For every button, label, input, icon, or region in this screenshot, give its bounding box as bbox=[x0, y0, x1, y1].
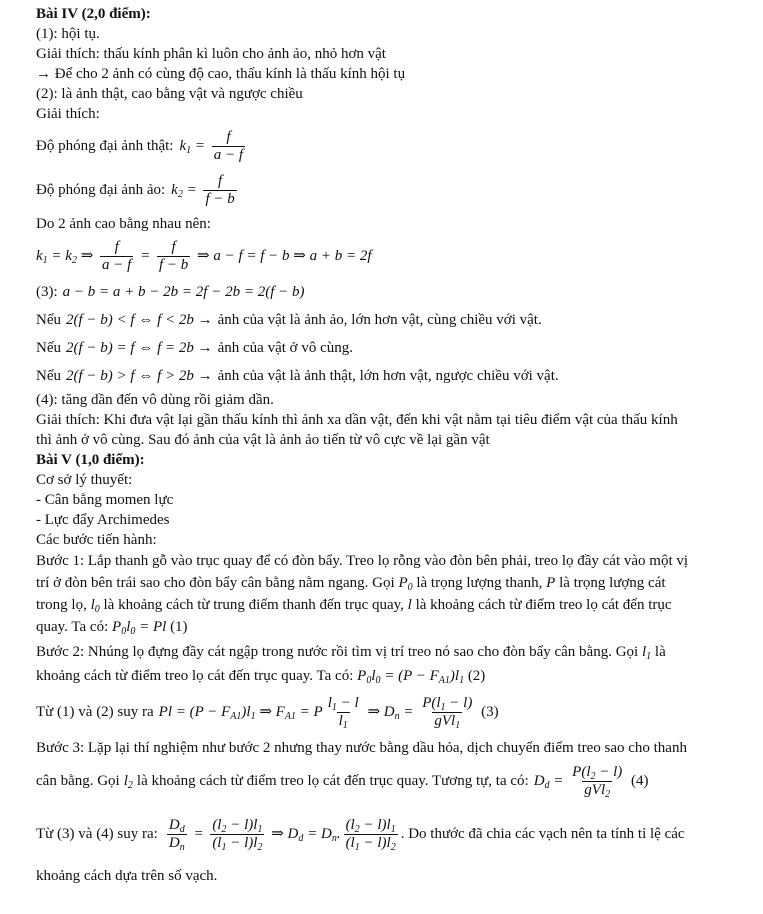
equation-1: $P_0l_0 = Pl$ (1) bbox=[112, 619, 188, 637]
equal-height-label: Do 2 ảnh cao bằng nhau nên: bbox=[36, 216, 211, 232]
symbol-P0: $P_0$ bbox=[398, 575, 413, 593]
case-1-formula: 2(f − b) < f ⇔ f < 2b → bbox=[66, 312, 213, 328]
bai4-answer-4: (4): tăng dần đến vô dùng rồi giảm dần. bbox=[36, 392, 274, 408]
equation-4: $D_d$ = $\frac{P(l_2 - l)}{gVl_2}$ (4) bbox=[533, 763, 649, 800]
derive-ratio-row bbox=[36, 808, 726, 860]
answer-document bbox=[36, 4, 726, 886]
bai5-theory-label: Cơ sở lý thuyết: bbox=[36, 472, 133, 488]
derive-ratio-label: Từ (3) và (4) suy ra: bbox=[36, 826, 158, 842]
case-3-text: ảnh của vật là ảnh thật, lớn hơn vật, ngược chiều với vật. bbox=[217, 368, 559, 384]
bai4-explain-2-label: Giải thích: bbox=[36, 106, 100, 122]
bai5-theory-item-2: - Lực đẩy Archimedes bbox=[36, 512, 170, 528]
formula-k1: $k_1$ = $\frac{f}{a - f}$ bbox=[179, 128, 244, 163]
step3-text-a: cân bằng. Gọi bbox=[36, 773, 120, 789]
step2-text-b: là bbox=[654, 644, 666, 660]
step1-line2 bbox=[36, 572, 726, 594]
k1-label: Độ phóng đại ảnh thật: bbox=[36, 138, 174, 154]
step1-text-e: là khoảng cách từ trung điểm thanh đến trục quay, bbox=[103, 597, 404, 613]
formula-k2: $k_2$ = $\frac{f}{f - b}$ bbox=[171, 172, 235, 207]
step1-line3 bbox=[36, 594, 726, 616]
symbol-P: P bbox=[546, 575, 556, 591]
step1-text-d: trong lọ, bbox=[36, 597, 87, 613]
case-2-formula: 2(f − b) = f ⇔ f = 2b → bbox=[66, 340, 213, 356]
equation-3: $Pl = (P - F_{A1})l_1$ ⇒ $F_{A1} = P$ $\frac{l_1 - l}{l_1}$ ⇒ $D_n$ = $\frac{P(l_1 - l)}{gVl_1}$ (3) bbox=[158, 694, 499, 731]
symbol-l1: $l_1$ bbox=[641, 644, 652, 662]
step1-text-g: quay. Ta có: bbox=[36, 619, 109, 635]
formula-a-minus-b: a − b = a + b − 2b = 2f − 2b = 2(f − b) bbox=[62, 284, 305, 300]
bai4-answer-1: (1): hội tụ. bbox=[36, 26, 100, 42]
bai4-heading: Bài IV (2,0 điểm): bbox=[36, 6, 151, 22]
case-3-formula: 2(f − b) > f ⇔ f > 2b → bbox=[66, 368, 213, 384]
derive-3-label: Từ (1) và (2) suy ra bbox=[36, 704, 154, 720]
step1-line1: Bước 1: Lắp thanh gỗ vào trục quay để có đòn bẩy. Treo lọ rỗng vào đòn bên phải, treo lọ đầy cát vào một vị bbox=[36, 553, 689, 569]
derive-ratio-tail: . Do thước đã chia các vạch nên ta tính tỉ lệ các bbox=[400, 826, 685, 842]
step2-text-c: khoảng cách từ điểm treo lọ cát đến trục quay. Ta có: bbox=[36, 668, 354, 684]
derive-3-row bbox=[36, 688, 726, 736]
step2-text-a: Bước 2: Nhúng lọ đựng đầy cát ngập trong nước rồi tìm vị trí treo nó sao cho đòn bẩy cân bằng. Gọi bbox=[36, 644, 639, 660]
symbol-l2: $l_2$ bbox=[123, 773, 133, 791]
symbol-l: l bbox=[407, 597, 412, 613]
formula-k1-row bbox=[36, 124, 726, 168]
equation-2: $P_0l_0 = (P - F_{A1})l_1$ (2) bbox=[357, 668, 486, 686]
bai5-theory-item-1: - Cân bằng momen lực bbox=[36, 492, 174, 508]
part3-row bbox=[36, 278, 726, 306]
bai4-explain-4-line2: thì ảnh ở vô cùng. Sau đó ảnh của vật là ảnh ảo tiến từ vô cực về lại gần vật bbox=[36, 432, 490, 448]
bai5-heading: Bài V (1,0 điểm): bbox=[36, 452, 145, 468]
step3-line2 bbox=[36, 760, 726, 802]
step3-text-b: là khoảng cách từ điểm treo lọ cát đến trục quay. Tương tự, ta có: bbox=[136, 773, 529, 789]
symbol-l0: $l_0$ bbox=[90, 597, 100, 615]
case-1-row bbox=[36, 306, 726, 334]
step1-text-f: là khoảng cách từ điểm treo lọ cát đến trục bbox=[415, 597, 672, 613]
bai4-conclusion-1: → Để cho 2 ảnh có cùng độ cao, thấu kính là thấu kính hội tụ bbox=[36, 66, 406, 82]
step3-line1: Bước 3: Lặp lại thí nghiệm như bước 2 nhưng thay nước bằng dầu hỏa, dịch chuyển điểm treo sao cho thanh bbox=[36, 740, 687, 756]
step2-line1 bbox=[36, 640, 726, 664]
case-3-if: Nếu bbox=[36, 368, 61, 384]
case-2-row bbox=[36, 334, 726, 362]
step1-text-c: là trọng lượng cát bbox=[559, 575, 666, 591]
step1-text-b: là trọng lượng thanh, bbox=[416, 575, 543, 591]
bai4-answer-2: (2): là ảnh thật, cao bằng vật và ngược chiều bbox=[36, 86, 303, 102]
bai4-explain-1: Giải thích: thấu kính phân kì luôn cho ảnh ảo, nhỏ hơn vật bbox=[36, 46, 386, 62]
final-line: khoảng cách dựa trên số vạch. bbox=[36, 868, 218, 884]
case-2-text: ảnh của vật ở vô cùng. bbox=[217, 340, 353, 356]
step1-text-a: trí ở đòn bên trái sao cho đòn bẩy cân bằng nằm ngang. Gọi bbox=[36, 575, 395, 591]
bai5-steps-label: Các bước tiến hành: bbox=[36, 532, 157, 548]
case-3-row bbox=[36, 362, 726, 390]
step1-line4 bbox=[36, 616, 726, 638]
formula-k2-row bbox=[36, 168, 726, 212]
bai4-explain-4-line1: Giải thích: Khi đưa vật lại gần thấu kính thì ảnh xa dần vật, đến khi vật nằm tại tiêu điểm vật của thấu kính bbox=[36, 412, 678, 428]
part3-label: (3): bbox=[36, 284, 58, 300]
k2-label: Độ phóng đại ảnh ảo: bbox=[36, 182, 166, 198]
formula-equality: $k_1 = k_2$ ⇒ $\frac{f}{a - f}$ = $\frac{f}{f - b}$ ⇒ a − f = f − b ⇒ a + b = 2f bbox=[36, 238, 372, 273]
case-1-text: ảnh của vật là ảnh ảo, lớn hơn vật, cùng chiều với vật. bbox=[217, 312, 542, 328]
case-1-if: Nếu bbox=[36, 312, 61, 328]
equation-ratio: $\frac{D_d}{D_n}$ = $\frac{(l_2 - l)l_1}{(l_1 - l)l_2}$ ⇒ $D_d = D_n$. $\frac{(l_2 - l)l_1}{(l_1 - l)l_2}$ bbox=[168, 816, 396, 853]
step2-line2 bbox=[36, 664, 726, 688]
formula-equality-row bbox=[36, 234, 726, 278]
case-2-if: Nếu bbox=[36, 340, 61, 356]
